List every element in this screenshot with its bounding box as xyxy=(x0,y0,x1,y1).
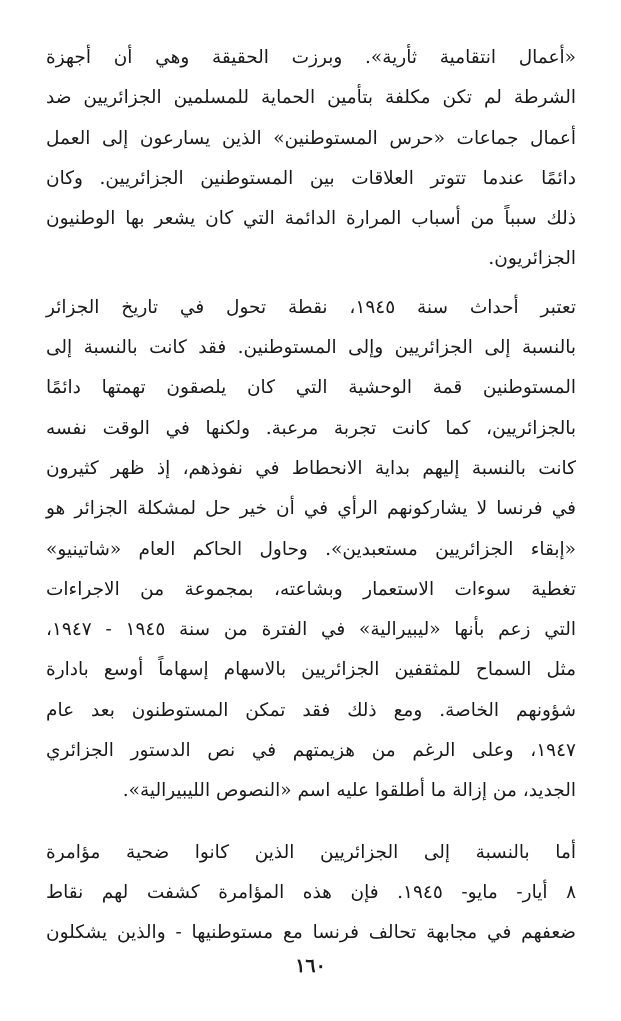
text-line: ذلك سبباً من أسباب المرارة الدائمة التي كان يشعر بها الوطنيون xyxy=(46,208,576,230)
text-line: تعتبر أحداث سنة ١٩٤٥، نقطة تحول في تاريخ الجزائر xyxy=(46,296,576,318)
paragraph-3 xyxy=(46,833,576,954)
text-line: ضعفهم في مجابهة تحالف فرنسا مع مستوطنيها - والذين يشكلون xyxy=(46,922,576,944)
paragraph-spacer xyxy=(46,812,576,833)
text-line: تغطية سوءات الاستعمار وبشاعته، بمجموعة من الاجراءات xyxy=(46,578,576,600)
text-line: في فرنسا لا يشاركونهم الرأي في أن خير حل لمشكلة الجزائر هو xyxy=(46,498,576,520)
text-line: «أعمال انتقامية ثأرية». وبرزت الحقيقة وهي أن أجهزة xyxy=(46,47,576,68)
text-line: التي زعم بأنها «ليبيرالية» في الفترة من سنة ١٩٤٥ - ١٩٤٧، xyxy=(46,619,576,641)
paragraph-1 xyxy=(46,38,576,280)
text-line: ٨ أيار- مايو- ١٩٤٥. فإن هذه المؤامرة كشفت لهم نقاط xyxy=(46,881,576,903)
text-line: مثل السماح للمثقفين الجزائريين بالاسهام إسهاماً أوسع بادارة xyxy=(46,659,576,681)
text-line: «إبقاء الجزائريين مستعبدين». وحاول الحاكم العام «شاتينيو» xyxy=(46,538,576,560)
text-line: ١٩٤٧، وعلى الرغم من هزيمتهم في نص الدستور الجزائري xyxy=(46,740,576,762)
text-line: كانت بالنسبة إليهم بداية الانحطاط في نفوذهم، إذ ظهر كثيرون xyxy=(46,457,576,479)
text-line: أعمال جماعات «حرس المستوطنين» الذين يسارعون إلى العمل xyxy=(46,127,576,149)
paragraph-2 xyxy=(46,288,576,812)
text-line: الجزائريون. xyxy=(488,248,576,270)
text-line: الشرطة لم تكن مكلفة بتأمين الحماية للمسلمين الجزائريين ضد xyxy=(46,87,576,109)
text-line: أما بالنسبة إلى الجزائريين الذين كانوا ضحية مؤامرة xyxy=(46,841,576,863)
text-line: شؤونهم الخاصة. ومع ذلك فقد تمكن المستوطنون بعد عام xyxy=(46,699,576,721)
text-line: بالجزائريين، كما كانت تجربة مرعبة. ولكنها في الوقت نفسه xyxy=(46,417,576,439)
paragraph-spacer xyxy=(46,280,576,288)
book-page xyxy=(46,38,576,954)
text-line: الجديد، من إزالة ما أطلقوا عليه اسم «النصوص الليبيرالية». xyxy=(122,780,576,802)
page-number: ١٦٠ xyxy=(295,955,326,977)
text-line: بالنسبة إلى الجزائريين وإلى المستوطنين. فقد كانت بالنسبة إلى xyxy=(46,337,576,359)
text-line: المستوطنين قمة الوحشية التي كان يلصقون تهمتها دائمًا xyxy=(46,377,576,399)
text-line: دائمًا عندما تتوتر العلاقات بين المستوطنين الجزائريين. وكان xyxy=(46,167,576,189)
